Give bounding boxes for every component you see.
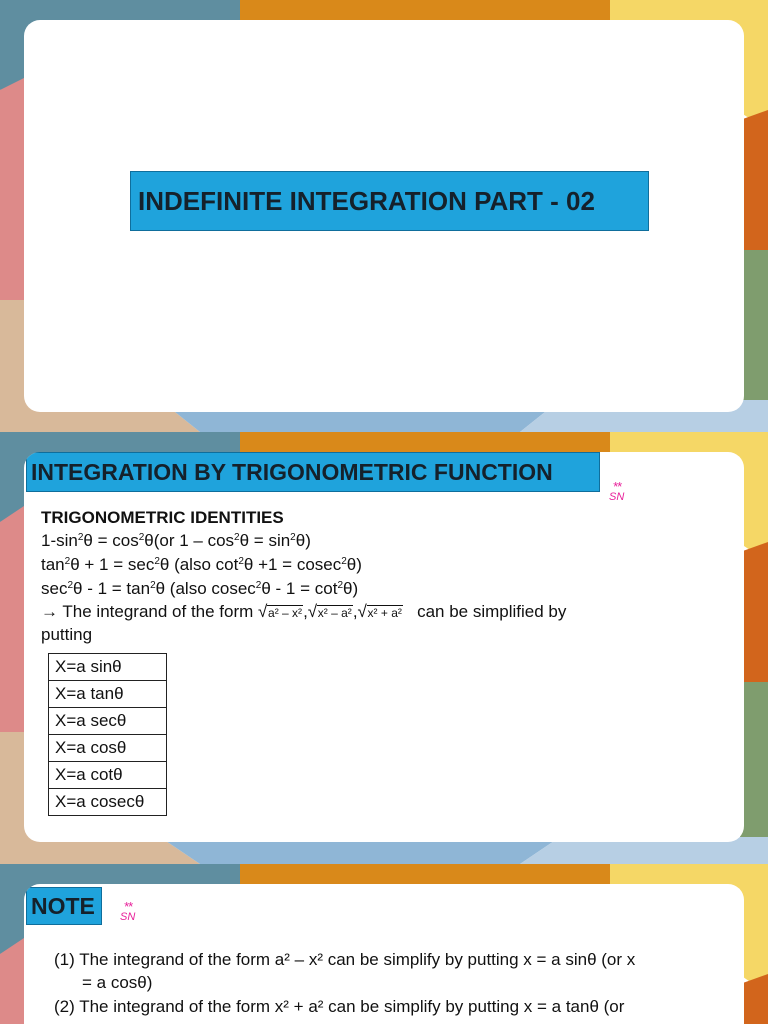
radical-a2-minus-x2: √ a² – x² [258,602,303,621]
putting-text: putting [41,625,93,644]
substitution-table [48,653,167,816]
integrand-form-line: → The integrand of the form √ a² – x², √ x² – a², √ x² + a² can be simplified by [41,602,567,621]
slide-title-banner [130,171,649,231]
author-mark: ** SN [609,479,625,503]
table-row: X=a secθ [49,708,167,735]
slide-trig-integration [0,432,768,864]
slide-card [24,884,744,1024]
section-title: INTEGRATION BY TRIGONOMETRIC FUNCTION [31,458,553,485]
note-1-line-2: = a cosθ) [82,973,153,992]
table-row: X=a tanθ [49,681,167,708]
page-title: INDEFINITE INTEGRATION PART - 02 [138,185,595,216]
note-title: NOTE [31,892,95,919]
radical-x2-plus-a2: √ x² + a² [357,602,402,621]
note-1-line-1: (1) The integrand of the form a² – x² can be simplify by putting x = a sinθ (or x [54,950,636,969]
table-row: X=a cosecθ [49,789,167,816]
author-mark: ** SN [120,899,136,923]
radical-x2-minus-a2: √ x² – a² [307,602,352,621]
identities-heading: TRIGONOMETRIC IDENTITIES [41,508,284,527]
note-2-line-1: (2) The integrand of the form x² + a² can be simplify by putting x = a tanθ (or [54,997,625,1016]
slide-note [0,864,768,1024]
table-row: X=a cosθ [49,735,167,762]
identity-3: $\sec^2\theta - 1 = \tan^2\theta$ (also $cosec^2\theta - 1 = \cot^2\theta$) [41,579,359,598]
table-row: X=a cotθ [49,762,167,789]
slide-title [0,0,768,432]
section-title-banner [26,452,600,492]
identity-2: $\tan^2\theta + 1 = \sec^2\theta$ (also $\cot^2\theta +1 = cosec^2\theta$) [41,555,362,574]
identity-1: $1-\sin^2\theta = \cos^2\theta(or$ $1 - \cos^2\theta = \sin^2\theta$) [41,531,311,550]
note-title-banner [26,887,102,925]
table-row: X=a sinθ [49,654,167,681]
slide-card [24,452,744,842]
slide-card [24,20,744,412]
